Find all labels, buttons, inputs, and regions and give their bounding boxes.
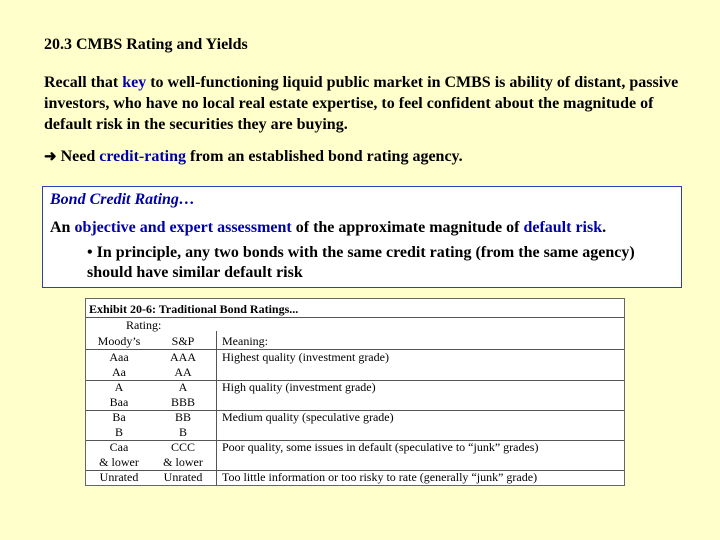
row-sp: A — [178, 380, 188, 394]
box-def-highlight-2: default risk — [523, 219, 603, 236]
row-meaning: Medium quality (speculative grade) — [222, 410, 394, 424]
row-moodys: Baa — [109, 395, 129, 409]
need-text-2: from an established bond rating agency. — [186, 148, 463, 165]
row-sp: BB — [174, 410, 191, 424]
row-meaning: Too little information or too risky to rate (generally “junk” grade) — [222, 470, 538, 484]
row-moodys: Caa — [109, 440, 129, 454]
box-def-text-3: . — [602, 219, 607, 236]
box-def-text-2: of the approximate magnitude of — [291, 219, 524, 236]
row-sp: BBB — [170, 395, 195, 409]
exhibit-table — [85, 298, 625, 486]
slide-title: 20.3 CMBS Rating and Yields — [44, 36, 248, 53]
box-def-text-1: An — [50, 219, 75, 236]
row-sp: B — [178, 425, 187, 439]
row-meaning: High quality (investment grade) — [222, 380, 376, 394]
exhibit-column-divider — [216, 331, 217, 485]
row-sp: AAA — [170, 350, 196, 364]
row-moodys: & lower — [99, 455, 139, 469]
row-sp: AA — [174, 365, 192, 379]
intro-paragraph — [44, 72, 684, 135]
row-sp: & lower — [163, 455, 203, 469]
para-text-1: Recall that — [44, 74, 123, 91]
para-key-highlight: key — [122, 74, 147, 91]
row-moodys: Aa — [112, 365, 126, 379]
box-definition — [50, 219, 680, 237]
col-header-sp: S&P — [171, 334, 195, 348]
bond-credit-rating-box — [42, 186, 682, 288]
row-sp: Unrated — [163, 470, 203, 484]
col-header-meaning: Meaning: — [222, 334, 268, 348]
row-moodys: A — [114, 380, 124, 394]
exhibit-divider — [86, 317, 624, 318]
box-bullet: • In principle, any two bonds with the same credit rating (from the same agency) should have similar default risk — [87, 244, 635, 281]
row-moodys: Aaa — [109, 350, 129, 364]
need-line — [44, 147, 463, 166]
row-moodys: B — [114, 425, 123, 439]
row-moodys: Unrated — [99, 470, 139, 484]
col-header-moodys: Moody’s — [97, 334, 141, 348]
box-def-highlight-1: objective and expert assessment — [74, 219, 292, 236]
row-meaning: Poor quality, some issues in default (speculative to “junk” grades) — [222, 440, 539, 454]
exhibit-title: Exhibit 20-6: Traditional Bond Ratings... — [89, 302, 299, 316]
para-text-2: to well-functioning liquid public market in CMBS is ability of distant, passive investors, who have no local real estate expertise, to feel confident about the magnitude of default risk in the securities they are buying. — [44, 74, 679, 133]
box-title: Bond Credit Rating… — [50, 191, 195, 208]
need-highlight: credit-rating — [99, 148, 187, 165]
need-text-1: Need — [60, 148, 100, 165]
rating-label: Rating: — [126, 318, 162, 332]
arrow-right-icon: ➜ — [44, 149, 57, 165]
row-moodys: Ba — [112, 410, 126, 424]
row-sp: CCC — [170, 440, 195, 454]
row-meaning: Highest quality (investment grade) — [222, 350, 389, 364]
